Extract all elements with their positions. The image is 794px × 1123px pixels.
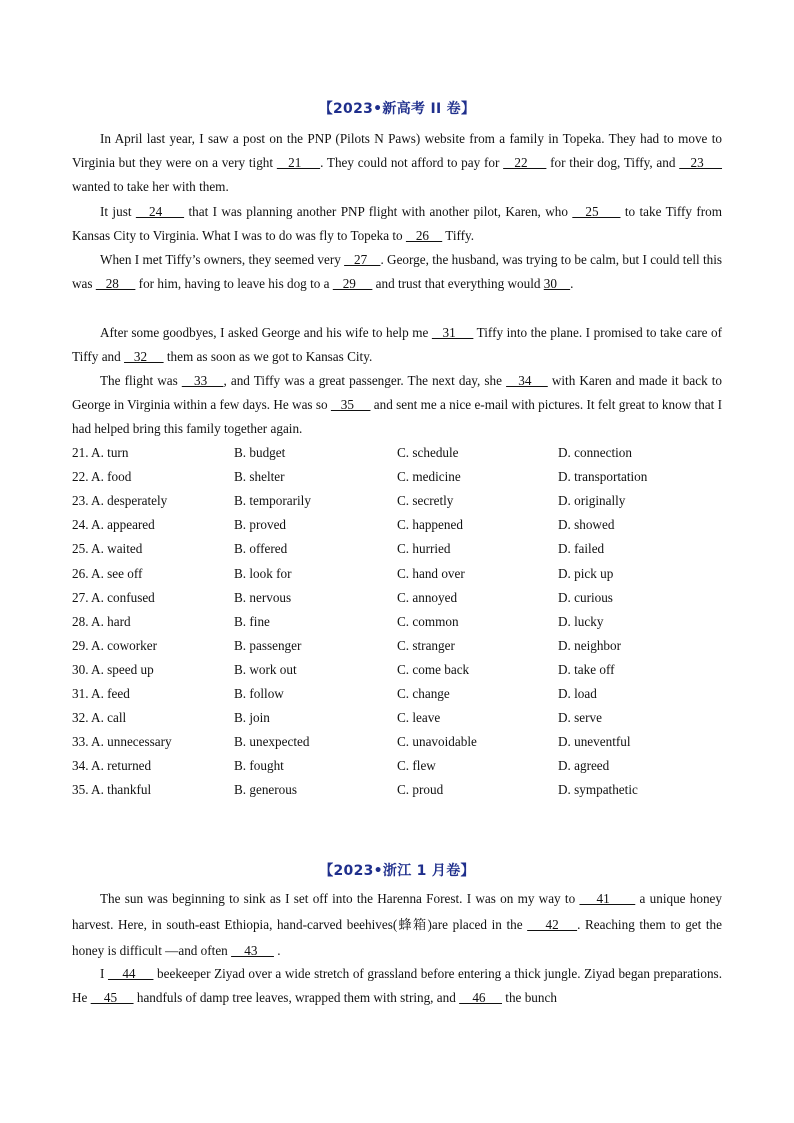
option-row	[72, 493, 732, 513]
option-choice: D. lucky	[558, 613, 604, 629]
option-row	[72, 517, 732, 537]
option-row	[72, 638, 732, 658]
option-choice: B. nervous	[234, 589, 292, 605]
option-choice: C. medicine	[397, 469, 461, 485]
option-row	[72, 734, 732, 754]
passage-paragraph	[72, 200, 722, 248]
option-choice: B. offered	[234, 541, 288, 557]
option-choice: B. proved	[234, 517, 287, 533]
answer-blank: 30	[543, 276, 571, 292]
option-choice: 33. A. unnecessary	[72, 734, 172, 750]
section-title-2: 【2023•浙江 1 月卷】	[319, 863, 475, 879]
option-choice: D. uneventful	[558, 734, 631, 750]
option-choice: D. take off	[558, 661, 615, 677]
option-choice: C. happened	[397, 517, 463, 533]
option-choice: 29. A. coworker	[72, 637, 157, 653]
option-choice: D. agreed	[558, 758, 610, 774]
answer-blank: 32	[124, 349, 164, 365]
passage-text: The sun was beginning to sink as I set off into the Harenna Forest. I was on my way to	[100, 891, 580, 906]
option-row	[72, 686, 732, 706]
option-choice: 28. A. hard	[72, 613, 131, 629]
option-choice: 21. A. turn	[72, 445, 129, 460]
option-choice: 22. A. food	[72, 469, 132, 485]
option-choice: D. neighbor	[558, 637, 621, 653]
passage-text: .	[273, 943, 281, 958]
option-row	[72, 590, 732, 610]
passage-paragraph	[72, 321, 722, 369]
passage-text: for him, having to leave his dog to a	[135, 276, 333, 292]
passage-text: Tiffy into the plane. I promised to take care of Tiffy and	[72, 325, 722, 365]
option-choice: C. come back	[397, 661, 470, 677]
option-choice: D. showed	[558, 517, 615, 533]
option-row	[72, 541, 732, 561]
option-choice: C. secretly	[397, 493, 454, 509]
option-choice: D. pick up	[558, 565, 614, 581]
passage-text: . They could not afford to pay for	[320, 155, 504, 171]
passage-text: . Reaching them to get the honey is difficult —and often	[72, 917, 723, 958]
option-choice: 27. A. confused	[72, 589, 155, 605]
passage-paragraph	[72, 886, 722, 964]
option-choice: 32. A. call	[72, 710, 127, 726]
answer-blank: 28	[95, 276, 136, 292]
passage-text: .	[570, 276, 574, 292]
option-choice: C. change	[397, 686, 450, 701]
answer-blank: 46	[459, 990, 502, 1006]
answer-blank: 34	[506, 373, 548, 388]
answer-blank: 42	[527, 917, 578, 932]
passage-text: that I was planning another PNP flight with another pilot, Karen, who	[184, 204, 573, 219]
option-choice: C. common	[397, 613, 459, 629]
answer-blank: 22	[503, 155, 547, 171]
option-choice: 23. A. desperately	[72, 493, 168, 509]
passage-text: beekeeper Ziyad over a wide stretch of grassland before entering a thick jungle. Ziyad began preparations. He	[72, 966, 722, 1006]
passage-text: for their dog, Tiffy, and	[546, 155, 680, 171]
option-choice: D. connection	[558, 445, 632, 460]
passage-text: I	[100, 966, 108, 981]
answer-blank: 27	[344, 252, 381, 267]
option-row	[72, 469, 732, 489]
passage-text: to take Tiffy from Kansas City to Virginia. What I was to do was fly to Topeka to	[72, 204, 723, 244]
option-choice: B. fought	[234, 758, 284, 774]
passage-text: , and Tiffy was a great passenger. The next day, she	[223, 373, 507, 388]
option-choice: 24. A. appeared	[72, 517, 155, 533]
option-choice: D. serve	[558, 710, 602, 726]
passage-text: them as soon as we got to Kansas City.	[163, 349, 373, 365]
passage-text: The flight was	[100, 373, 182, 388]
option-choice: C. unavoidable	[397, 734, 477, 750]
option-choice: B. work out	[234, 661, 297, 677]
answer-blank: 31	[431, 325, 474, 340]
passage-text: a unique honey harvest. Here, in south-east Ethiopia, hand-carved beehives(蜂箱)are placed in the	[72, 891, 723, 932]
passage-text: It just	[100, 204, 136, 219]
passage-paragraph	[72, 127, 722, 200]
passage-text: In April last year, I saw a post on the PNP (Pilots N Paws) website from a family in Topeka. They had to move to Virginia but they were on a very tight	[72, 131, 722, 171]
answer-blank: 35	[330, 397, 371, 413]
option-choice: B. fine	[234, 613, 270, 629]
option-choice: C. hand over	[397, 565, 465, 581]
option-choice: B. unexpected	[234, 734, 310, 750]
option-choice: B. passenger	[234, 637, 302, 653]
option-choice: C. annoyed	[397, 589, 458, 605]
option-row	[72, 758, 732, 778]
option-choice: C. stranger	[397, 637, 455, 653]
option-choice: B. shelter	[234, 469, 285, 485]
answer-blank: 43	[231, 943, 274, 958]
option-row	[72, 614, 732, 634]
option-row	[72, 710, 732, 730]
option-choice: 26. A. see off	[72, 565, 143, 581]
answer-blank: 21	[276, 155, 321, 171]
option-choice: B. look for	[234, 565, 292, 581]
option-row	[72, 566, 732, 586]
option-choice: 35. A. thankful	[72, 782, 152, 798]
passage-text: When I met Tiffy’s owners, they seemed very	[100, 252, 345, 267]
option-choice: B. follow	[234, 686, 284, 701]
option-choice: 31. A. feed	[72, 686, 130, 701]
option-choice: C. hurried	[397, 541, 451, 557]
option-choice: D. failed	[558, 541, 605, 557]
option-row	[72, 445, 732, 465]
option-choice: C. schedule	[397, 445, 459, 460]
option-choice: C. flew	[397, 758, 436, 774]
answer-blank: 24	[135, 204, 185, 219]
passage-paragraph	[72, 962, 722, 1010]
passage-text: . George, the husband, was trying to be calm, but I could tell this was	[72, 252, 723, 292]
option-choice: 25. A. waited	[72, 541, 143, 557]
answer-blank: 25	[572, 204, 621, 219]
option-choice: D. transportation	[558, 469, 648, 485]
answer-blank: 45	[90, 990, 134, 1006]
option-choice: 30. A. speed up	[72, 661, 154, 677]
answer-blank: 44	[107, 966, 154, 981]
option-choice: C. proud	[397, 782, 444, 798]
option-choice: D. curious	[558, 589, 613, 605]
option-choice: B. generous	[234, 782, 297, 798]
passage-text: and trust that everything would	[372, 276, 544, 292]
answer-blank: 33	[181, 373, 224, 388]
answer-blank: 29	[332, 276, 373, 292]
option-choice: C. leave	[397, 710, 441, 726]
option-choice: 34. A. returned	[72, 758, 152, 774]
passage-text: wanted to take her with them.	[72, 179, 229, 195]
option-choice: B. budget	[234, 445, 286, 460]
passage-paragraph	[72, 369, 722, 442]
passage-text: Tiffy.	[442, 228, 475, 244]
option-choice: D. originally	[558, 493, 626, 509]
option-row	[72, 662, 732, 682]
passage-text: handfuls of damp tree leaves, wrapped them with string, and	[133, 990, 460, 1006]
passage-text: the bunch	[501, 990, 557, 1006]
passage-text: After some goodbyes, I asked George and his wife to help me	[100, 325, 432, 340]
passage-text: and sent me a nice e-mail with pictures. It felt great to know that I had helped bring this family together again.	[72, 397, 723, 437]
option-choice: D. load	[558, 686, 597, 701]
answer-blank: 26	[405, 228, 443, 244]
option-row	[72, 782, 732, 802]
passage-text: with Karen and made it back to George in Virginia within a few days. He was so	[72, 373, 722, 413]
answer-blank: 23	[679, 155, 723, 171]
option-choice: B. join	[234, 710, 270, 726]
option-choice: B. temporarily	[234, 493, 311, 509]
section-title-1: 【2023•新高考 II 卷】	[318, 101, 476, 117]
option-choice: D. sympathetic	[558, 782, 638, 798]
answer-blank: 41	[579, 891, 636, 906]
passage-paragraph	[72, 248, 722, 296]
